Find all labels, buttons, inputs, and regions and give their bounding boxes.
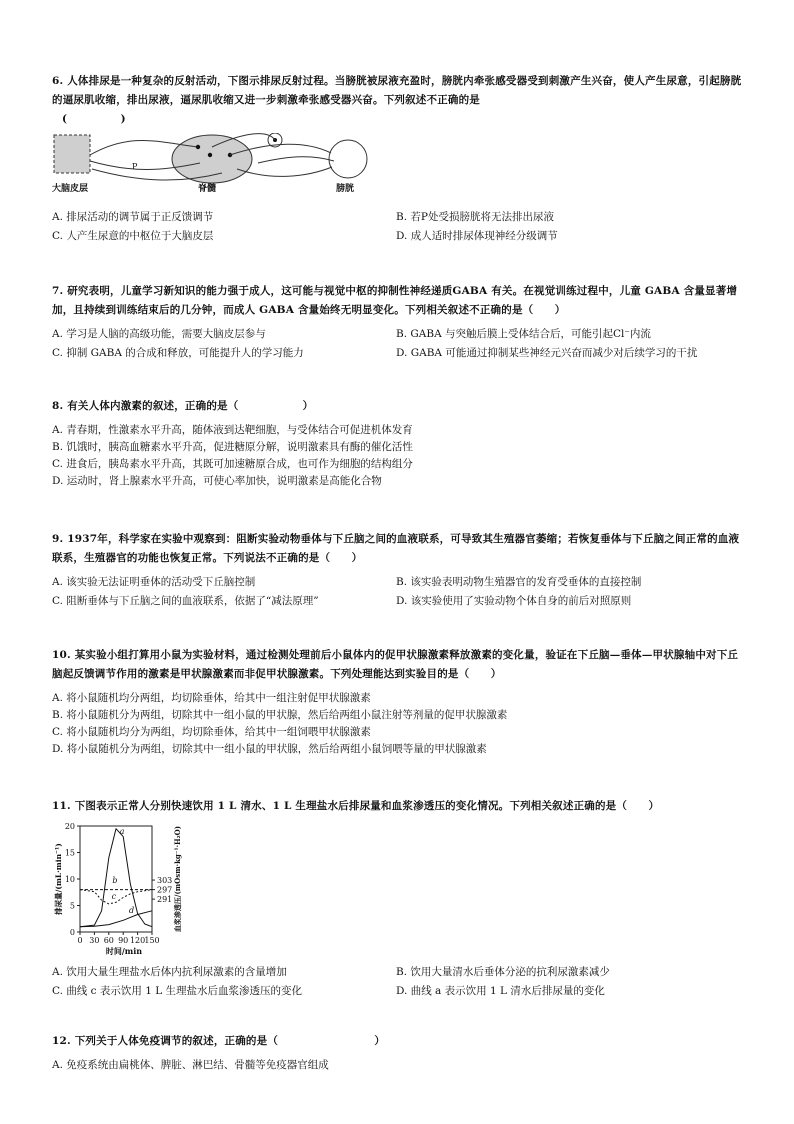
option-c[interactable]: C. 进食后，胰岛素水平升高，其既可加速糖原合成，也可作为细胞的结构组分 xyxy=(52,458,413,470)
question-11 xyxy=(52,797,742,1000)
question-10-options xyxy=(52,690,742,758)
option-d[interactable]: D. 将小鼠随机分为两组，切除其中一组小鼠的甲状腺，然后给两组小鼠饲喂等量的甲状腺激素 xyxy=(52,743,487,755)
right-tick-label: 291 xyxy=(157,895,173,905)
question-8-options xyxy=(52,422,742,490)
right-axis-label: 血浆渗透压/(mOsm·kg⁻¹·H₂O) xyxy=(173,825,182,933)
y-tick-label: 10 xyxy=(64,875,75,884)
option-c[interactable]: C. 将小鼠随机均分为两组，均切除垂体，给其中一组饲喂甲状腺激素 xyxy=(52,726,371,738)
question-9-stem: 9. 1937年，科学家在实验中观察到：阻断实验动物垂体与下丘脑之间的血液联系，可导致其生殖器官萎缩；若恢复垂体与下丘脑之间正常的血液联系，生殖器官的功能也恢复正常。下列说法不正确的是（ ） xyxy=(52,533,740,564)
x-tick-label: 120 xyxy=(129,936,146,945)
p-label: P xyxy=(132,162,138,171)
question-6-options xyxy=(52,209,742,245)
option-d[interactable]: D. GABA 可能通过抑制某些神经元兴奋而减少对后续学习的干扰 xyxy=(396,347,698,359)
option-b[interactable]: B. 饥饿时，胰高血糖素水平升高，促进糖原分解，说明激素具有酶的催化活性 xyxy=(52,441,413,453)
right-tick-label: 297 xyxy=(157,885,173,895)
question-12-stem: 12. 下列关于人体免疫调节的叙述，正确的是（ ） xyxy=(52,1035,386,1047)
urine-osmolality-chart xyxy=(52,818,212,958)
question-7 xyxy=(52,282,742,362)
y-axis-label: 排尿量/(mL·min⁻¹) xyxy=(54,843,63,915)
option-a[interactable]: A. 该实验无法证明垂体的活动受下丘脑控制 xyxy=(52,576,256,588)
series-a-label: a xyxy=(119,827,125,836)
series-b-label: b xyxy=(112,876,118,886)
question-6-stem: 6. 人体排尿是一种复杂的反射活动，下图示排尿反射过程。当膀胱被尿液充盈时，膀胱内牵张感受器受到刺激产生兴奋，使人产生尿意，引起膀胱的逼尿肌收缩，排出尿液，逼尿肌收缩又进一步刺激牵张感受器兴奋。下列叙述不正确的是 xyxy=(52,75,742,106)
question-12-options xyxy=(52,1057,742,1074)
option-b[interactable]: B. 将小鼠随机分为两组，切除其中一组小鼠的甲状腺，然后给两组小鼠注射等剂量的促甲状腺激素 xyxy=(52,709,508,721)
right-tick-label: 303 xyxy=(157,876,173,886)
x-tick-label: 60 xyxy=(103,936,114,945)
option-b[interactable]: B. 饮用大量清水后垂体分泌的抗利尿激素减少 xyxy=(396,966,610,978)
question-7-options xyxy=(52,326,742,362)
option-c[interactable]: C. 阻断垂体与下丘脑之间的血液联系，依据了“减法原理” xyxy=(52,595,319,607)
y-tick-label: 0 xyxy=(69,928,75,937)
option-d[interactable]: D. 成人适时排尿体现神经分级调节 xyxy=(396,230,558,242)
option-d[interactable]: D. 运动时，肾上腺素水平升高，可使心率加快，说明激素是高能化合物 xyxy=(52,475,382,487)
series-c-label: c xyxy=(111,892,117,902)
option-c[interactable]: C. 曲线 c 表示饮用 1 L 生理盐水后血浆渗透压的变化 xyxy=(52,985,303,997)
option-b[interactable]: B. GABA 与突触后膜上受体结合后，可能引起Cl⁻内流 xyxy=(396,328,651,340)
question-11-stem: 11. 下图表示正常人分别快速饮用 1 L 清水、1 L 生理盐水后排尿量和血浆渗透压的变化情况。下列相关叙述正确的是（ ） xyxy=(52,800,660,812)
question-12 xyxy=(52,1032,742,1074)
option-a[interactable]: A. 免疫系统由扁桃体、脾脏、淋巴结、骨髓等免疫器官组成 xyxy=(52,1059,329,1071)
x-tick-label: 30 xyxy=(89,936,100,945)
option-a[interactable]: A. 将小鼠随机均分两组，均切除垂体，给其中一组注射促甲状腺激素 xyxy=(52,692,371,704)
x-tick-label: 90 xyxy=(118,936,129,945)
option-b[interactable]: B. 该实验表明动物生殖器官的发育受垂体的直接控制 xyxy=(396,576,642,588)
bladder-label: 膀胱 xyxy=(336,184,355,194)
question-6 xyxy=(52,72,742,245)
option-a[interactable]: A. 饮用大量生理盐水后体内抗利尿激素的含量增加 xyxy=(52,966,287,978)
x-tick-label: 150 xyxy=(144,936,160,945)
question-9-options xyxy=(52,574,742,610)
spinal-cord-shape xyxy=(172,135,252,183)
option-a[interactable]: A. 青春期，性激素水平升高，随体液到达靶细胞，与受体结合可促进机体发育 xyxy=(52,424,413,436)
x-axis-label: 时间/min xyxy=(105,946,143,956)
x-tick-label: 0 xyxy=(77,936,83,945)
bladder-circle xyxy=(329,140,367,178)
cortex-label: 大脑皮层 xyxy=(52,184,89,194)
option-c[interactable]: C. 人产生尿意的中枢位于大脑皮层 xyxy=(52,230,214,242)
option-c[interactable]: C. 抑制 GABA 的合成和释放，可能提升人的学习能力 xyxy=(52,347,304,359)
reflex-diagram xyxy=(52,133,372,203)
spinal-label: 脊髓 xyxy=(198,184,217,194)
y-tick-label: 15 xyxy=(64,848,75,858)
question-10-stem: 10. 某实验小组打算用小鼠为实验材料，通过检测处理前后小鼠体内的促甲状腺激素释放激素的变化量，验证在下丘脑—垂体—甲状腺轴中对下丘脑起反馈调节作用的激素是甲状腺激素而非促甲状腺激素。下列处理能达到实验目的是（ ） xyxy=(52,649,739,680)
series-d-label: d xyxy=(128,905,135,915)
question-11-options xyxy=(52,964,742,1000)
option-d[interactable]: D. 该实验使用了实验动物个体自身的前后对照原则 xyxy=(396,595,632,607)
option-a[interactable]: A. 排尿活动的调节属于正反馈调节 xyxy=(52,211,214,223)
option-a[interactable]: A. 学习是人脑的高级功能，需要大脑皮层参与 xyxy=(52,328,266,340)
option-d[interactable]: D. 曲线 a 表示饮用 1 L 清水后排尿量的变化 xyxy=(396,985,605,997)
question-10 xyxy=(52,646,742,758)
answer-parenthesis: ( ) xyxy=(62,113,126,125)
question-7-stem: 7. 研究表明，儿童学习新知识的能力强于成人，这可能与视觉中枢的抑制性神经递质GABA 有关。在视觉训练过程中，儿童 GABA 含量显著增加，且持续到训练结束后的几分钟，而成人 GABA 含量始终无明显变化。下列相关叙述不正确的是（ ） xyxy=(52,285,738,316)
cortex-box xyxy=(54,135,90,173)
question-8-stem: 8. 有关人体内激素的叙述，正确的是（ ） xyxy=(52,400,314,412)
y-tick-label: 20 xyxy=(64,822,75,831)
question-9 xyxy=(52,530,742,610)
option-b[interactable]: B. 若P处受损膀胱将无法排出尿液 xyxy=(396,211,554,223)
question-8 xyxy=(52,397,742,490)
y-tick-label: 5 xyxy=(69,901,75,911)
